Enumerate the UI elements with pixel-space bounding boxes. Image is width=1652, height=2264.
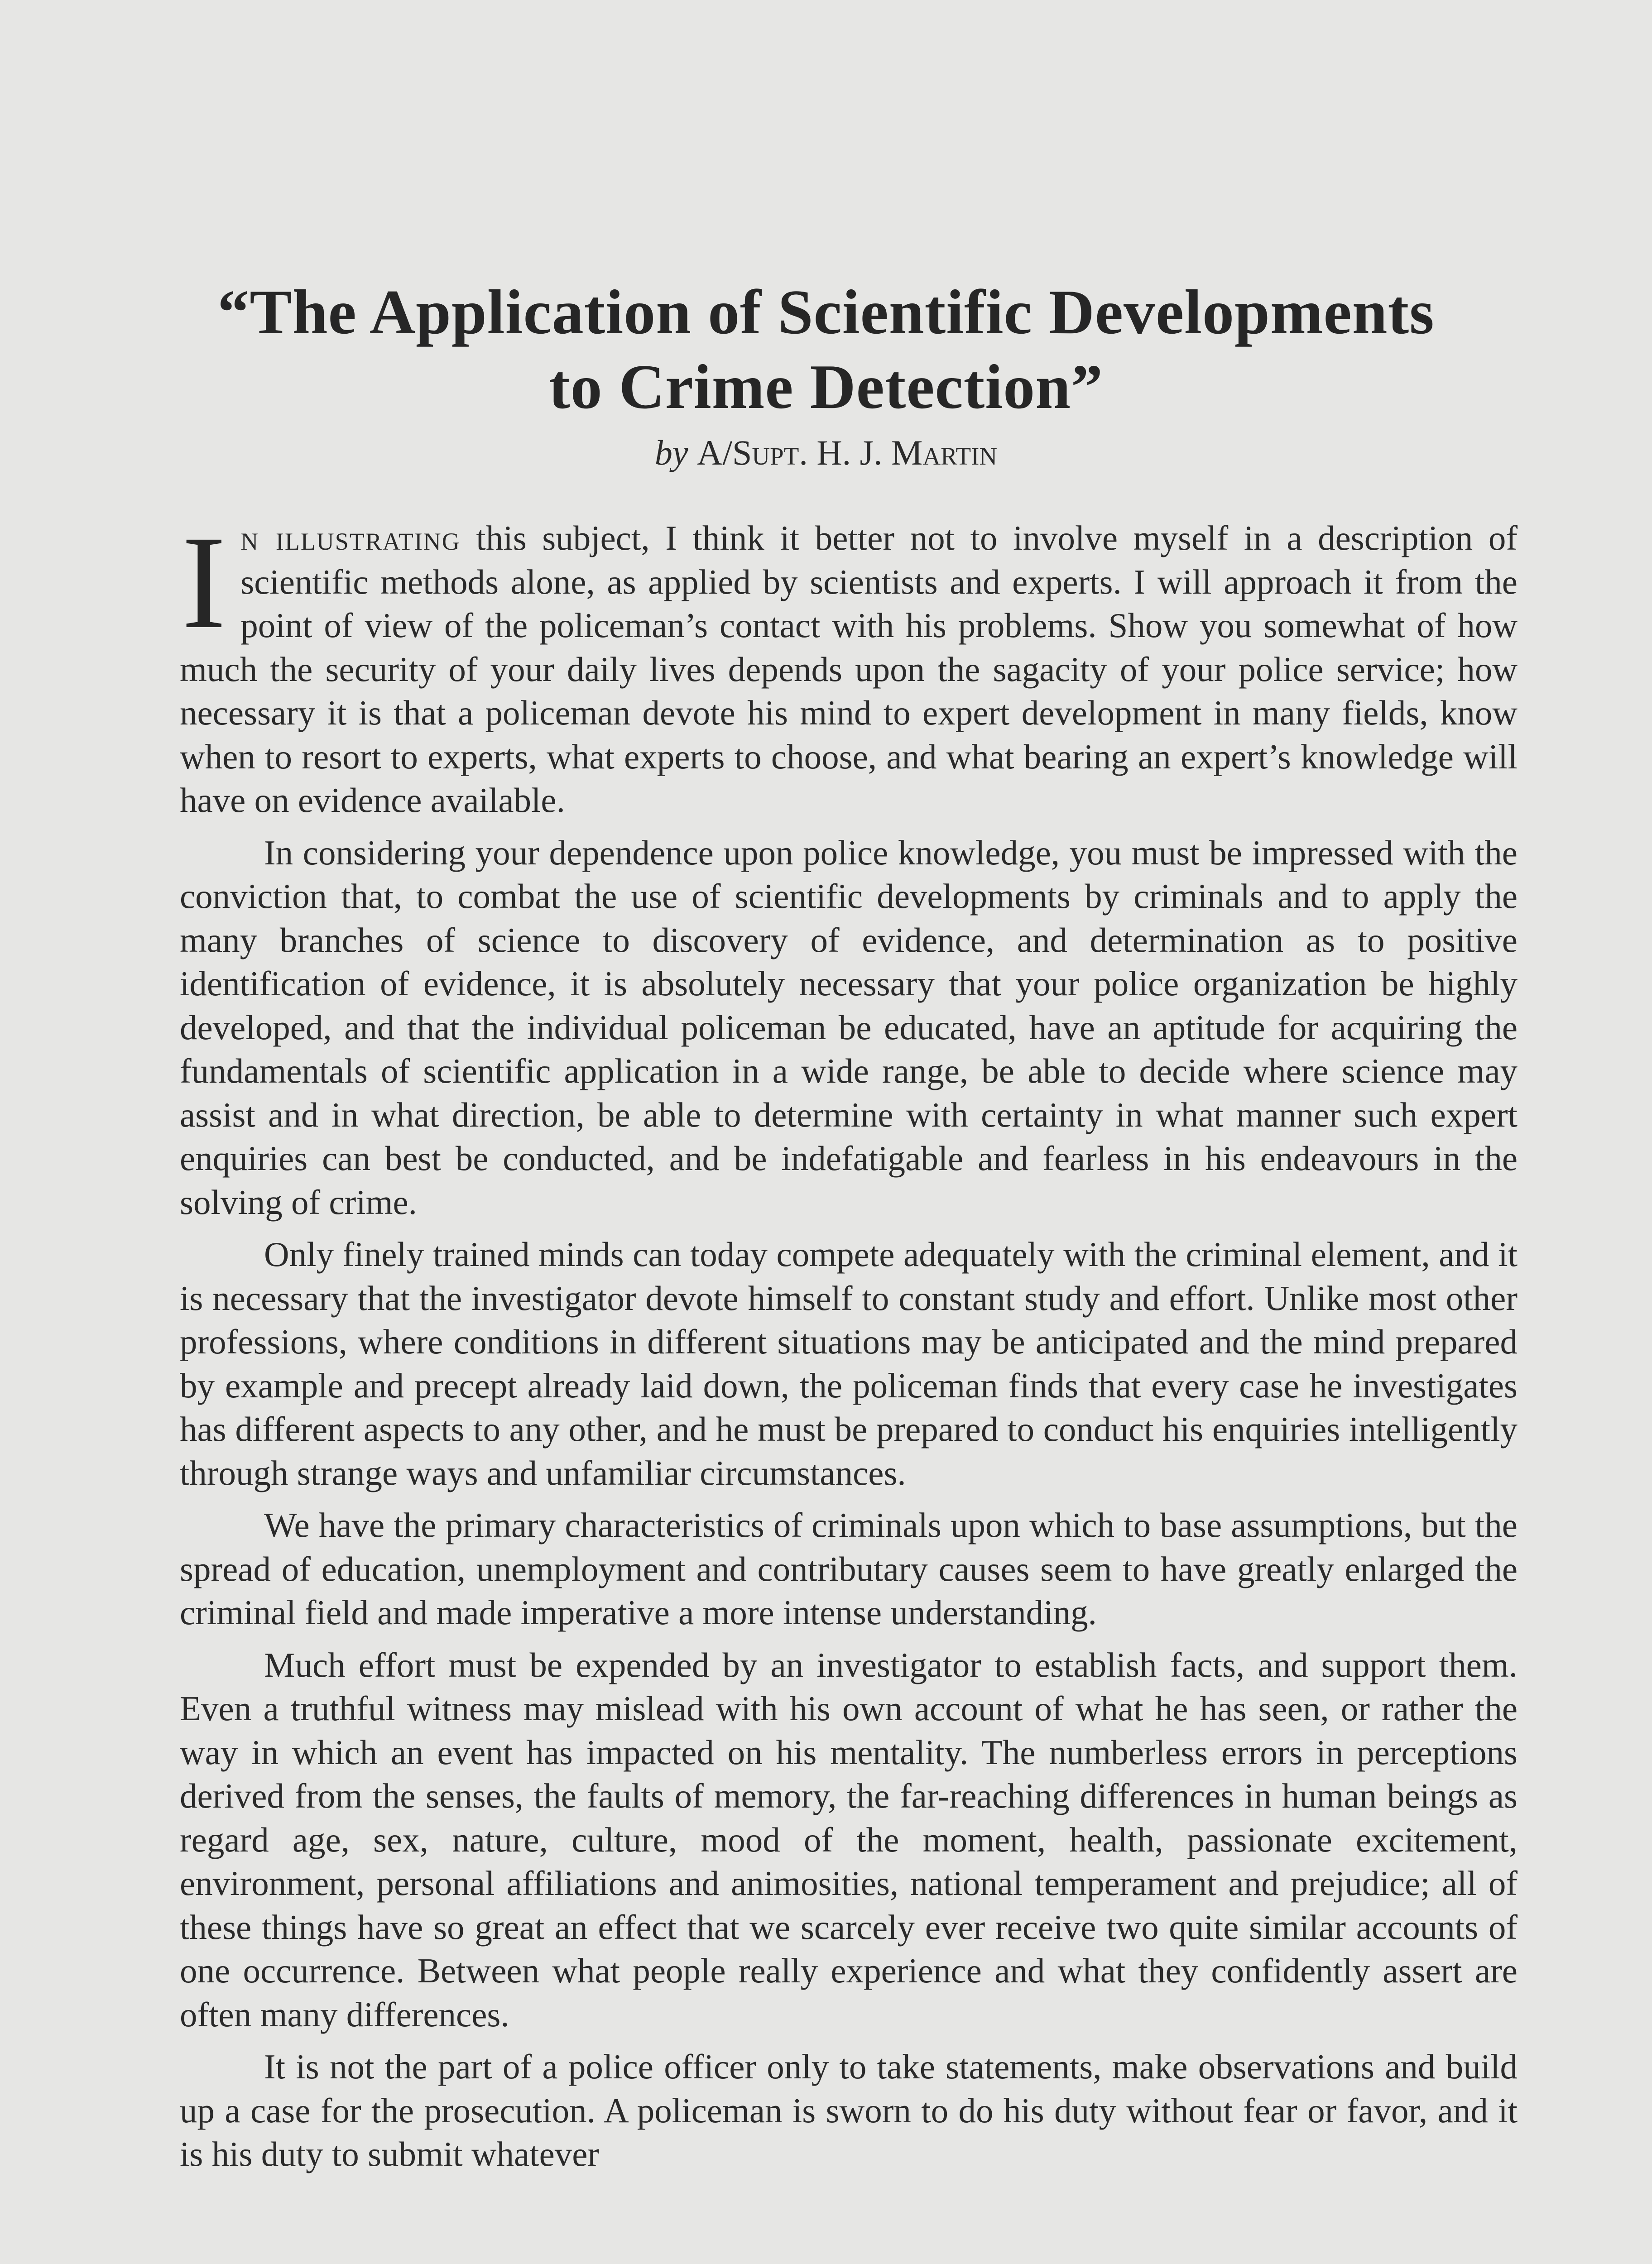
lead-in-text: n illustrating: [240, 518, 461, 557]
article-byline: [136, 430, 1516, 475]
article-body: [180, 508, 1518, 2185]
byline-author: A/Supt. H. J. Martin: [697, 433, 998, 472]
article-title-line-1: “The Application of Scientific Developments: [217, 277, 1435, 347]
paragraph-6: It is not the part of a police officer only to take statements, make observations and build up a case for the prosecution. A policeman is sworn to do his duty without fear or favor, and it is his duty to submit whatever: [180, 2047, 1518, 2173]
paragraph-1: [180, 508, 1518, 822]
paragraph-5: Much effort must be expended by an investigator to establish facts, and support them. Even a truthful witness may mislead with his own account of what he has seen, or rather the way in which an event has impacted on his mentality. The numberless errors in perceptions derived from the senses, the faults of memory, the far-reaching differences in human beings as regard age, sex, nature, culture, mood of the moment, health, passionate excitement, environment, personal affiliations and animosities, national temperament and prejudice; all of these things have so great an effect that we scarcely ever receive two quite similar accounts of one occurrence. Between what people really experience and what they confidently assert are often many differences.: [180, 1645, 1518, 2034]
paragraph-2: In considering your dependence upon police knowledge, you must be impressed with the conviction that, to combat the use of scientific developments by criminals and to apply the many branches of science to discovery of evidence, and determination as to positive identification of evidence, it is absolutely necessary that your police organization be highly developed, and that the individual policeman be educated, have an aptitude for acquiring the fundamentals of scientific application in a wide range, be able to decide where science may assist and in what direction, be able to determine with certainty in what manner such expert enquiries can best be conducted, and be indefatigable and fearless in his endeavours in the solving of crime.: [180, 833, 1518, 1222]
paragraph-3: Only finely trained minds can today compete adequately with the criminal element, and it is necessary that the investigator devote himself to constant study and effort. Unlike most other professions, where conditions in different situations may be anticipated and the mind prepared by example and precept already laid down, the policeman finds that every case he investigates has different aspects to any other, and he must be prepared to conduct his enquiries intelligently through strange ways and unfamiliar circumstances.: [180, 1235, 1518, 1492]
paragraph-1-text: this subject, I think it better not to involve myself in a description of scientific methods alone, as applied by scientists and experts. I will approach it from the point of view of the policeman’s contact with his problems. Show you somewhat of how much the security of your daily lives depends upon the sagacity of your police service; how necessary it is that a policeman devote his mind to expert development in many fields, know when to resort to experts, what experts to choose, and what bearing an expert’s knowledge will have on evidence available.: [180, 518, 1518, 820]
article-title-line-2: to Crime Detection”: [548, 352, 1104, 422]
paragraph-4: We have the primary characteristics of criminals upon which to base assumptions, but the spread of education, unemployment and contributary causes seem to have greatly enlarged the criminal field and made imperative a more intense understanding.: [180, 1506, 1518, 1632]
drop-cap: I: [182, 508, 226, 656]
byline-by: by: [654, 433, 688, 472]
